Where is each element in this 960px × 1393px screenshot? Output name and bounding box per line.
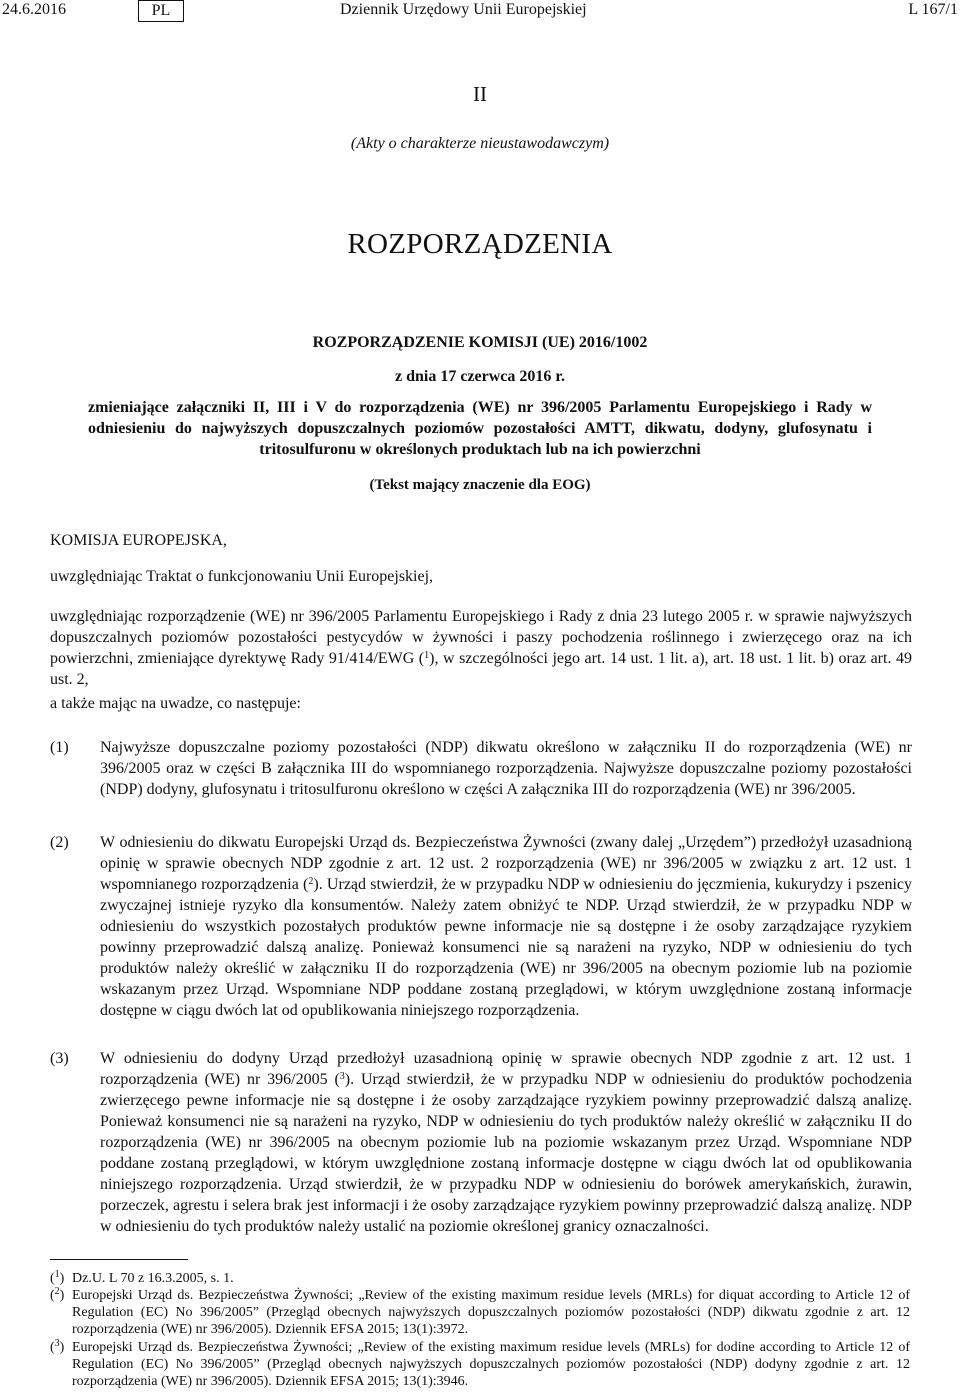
regulation-title: ROZPORZĄDZENIE KOMISJI (UE) 2016/1002 <box>312 334 648 351</box>
recital-number: (2) <box>50 834 69 851</box>
recital-text: Najwyższe dopuszczalne poziomy pozostałości (NDP) dikwatu określono w załączniku II do rozporządzenia (WE) nr 396/2005 oraz w części B załącznika III do wspomnianego rozporządzenia. Najwyższe dopuszczalne poziomy pozostałości (NDP) dodyny, glufosynatu i tritosulfuronu określono w części A załącznika III do rozporządzenia (WE) nr 396/2005. <box>100 739 912 798</box>
part-description: (Akty o charakterze nieustawodawczym) <box>350 135 610 152</box>
recital-number: (1) <box>50 739 69 756</box>
footnote-text: Dz.U. L 70 z 16.3.2005, s. 1. <box>72 1271 234 1286</box>
eea-relevance-note: (Tekst mający znaczenie dla EOG) <box>369 477 591 493</box>
page-header <box>0 0 960 26</box>
footnote-text: Europejski Urząd ds. Bezpieczeństwa Żywności; „Review of the existing maximum residue levels (MRLs) for dodine according to Article 12 of Regulation (EC) No 396/2005” (Przegląd obecnych najwyższych dopuszczalnych poziomów pozostałości (NDP) dodyny zgodnie z art. 12 rozporządzenia (WE) nr 396/2005). Dziennik EFSA 2015; 13(1):3946. <box>72 1340 910 1389</box>
regulation-date: z dnia 17 czerwca 2016 r. <box>394 368 566 385</box>
footnote-marker: ($^2$) <box>50 1286 65 1303</box>
footnote-marker: ($^1$) <box>50 1269 65 1286</box>
recital-text: W odniesieniu do dodyny Urząd przedłożył uzasadnioną opinię w sprawie obecnych NDP zgodnie z art. 12 ust. 1 rozporządzenia (WE) nr 396/2005 ($^3$). Urząd stwierdził, że w przypadku NDP w odniesieniu do produktów pochodzenia zwierzęcego pewne informacje nie są dostępne i że osoby zarządzające ryzykiem powinny przeprowadzić dalszą analizę. Ponieważ konsumenci nie są narażeni na ryzyko, NDP w odniesieniu do tych produktów należy określić w załączniku II do rozporządzenia (WE) nr 396/2005 na obecnym poziomie lub na poziomie wskazanym przez Urząd. Wspomniane NDP poddane zostaną przeglądowi, w którym uwzględnione zostaną informacje dostępne w ciągu dwóch lat od opublikowania niniejszego rozporządzenia. Urząd stwierdził, że w przypadku NDP w odniesieniu do borówek amerykańskich, żurawin, porzeczek, agrestu i selera brak jest informacji i że osoby zarządzające ryzykiem powinny przeprowadzić dalszą analizę. NDP w odniesieniu do tych produktów należy ustalić na poziomie określonej granicy oznaczalności. <box>100 1050 912 1235</box>
regulation-subject: zmieniające załączniki II, III i V do rozporządzenia (WE) nr 396/2005 Parlamentu Europejskiego i Rady w odniesieniu do najwyższych dopuszczalnych poziomów pozostałości AMTT, dikwatu, dodyny, glufosynatu i tritosulfuronu w określonych produktach lub na ich powierzchni <box>88 399 872 458</box>
footnote-ref-2: 2 <box>308 876 314 887</box>
publication-date: 24.6.2016 <box>2 1 66 18</box>
footnote-marker: ($^3$) <box>50 1338 65 1355</box>
recital-number: (3) <box>50 1050 69 1067</box>
part-number: II <box>473 82 487 106</box>
footnote-ref-3: 3 <box>339 1071 345 1082</box>
whereas-intro: a także mając na uwadze, co następuje: <box>50 695 301 712</box>
issuing-body: KOMISJA EUROPEJSKA, <box>50 532 227 549</box>
footnote-ref-1: 1 <box>424 650 430 661</box>
language-badge: PL <box>138 0 184 22</box>
recital-text: W odniesieniu do dikwatu Europejski Urząd ds. Bezpieczeństwa Żywności (zwany dalej „Urzędem”) przedłożył uzasadnioną opinię w sprawie obecnych NDP zgodnie z art. 12 ust. 2 rozporządzenia (WE) nr 396/2005 w związku z art. 12 ust. 1 wspomnianego rozporządzenia ($^2$). Urząd stwierdził, że w przypadku NDP w odniesieniu do jęczmienia, kukurydzy i pszenicy zwyczajnej istnieje ryzyko dla konsumentów. Należy zatem obniżyć te NDP. Urząd stwierdził, że w przypadku NDP w odniesieniu do wszystkich pozostałych produktów pewne informacje nie są dostępne i że osoby zarządzające ryzykiem powinny przeprowadzić dalszą analizę. Ponieważ konsumenci nie są narażeni na ryzyko, NDP w odniesieniu do tych produktów należy określić w załączniku II do rozporządzenia (WE) nr 396/2005 na obecnym poziomie lub na poziomie wskazanym przez Urząd. Wspomniane NDP poddane zostaną przeglądowi, w którym uwzględnione zostaną informacje dostępne w ciągu dwóch lat od opublikowania niniejszego rozporządzenia. <box>100 834 912 1019</box>
footnote-divider <box>50 1259 188 1260</box>
footnote-text: Europejski Urząd ds. Bezpieczeństwa Żywności; „Review of the existing maximum residue levels (MRLs) for diquat according to Article 12 of Regulation (EC) No 396/2005” (Przegląd obecnych najwyższych dopuszczalnych poziomów pozostałości (NDP) dikwatu zgodnie z art. 12 rozporządzenia (WE) nr 396/2005). Dziennik EFSA 2015; 13(1):3972. <box>72 1288 910 1337</box>
journal-title: Dziennik Urzędowy Unii Europejskiej <box>340 1 587 18</box>
page-reference: L 167/1 <box>908 1 958 18</box>
citation-treaty: uwzględniając Traktat o funkcjonowaniu Unii Europejskiej, <box>50 568 434 585</box>
citation-regulation: uwzględniając rozporządzenie (WE) nr 396/2005 Parlamentu Europejskiego i Rady z dnia 23 lutego 2005 r. w sprawie najwyższych dopuszczalnych poziomów pozostałości pestycydów w żywności i paszy pochodzenia roślinnego i zwierzęcego oraz na ich powierzchni, zmieniające dyrektywę Rady 91/414/EWG ($^1$), w szczególności jego art. 14 ust. 1 lit. a), art. 18 ust. 1 lit. b) oraz art. 49 ust. 2, <box>50 608 912 688</box>
section-title: ROZPORZĄDZENIA <box>347 228 613 260</box>
